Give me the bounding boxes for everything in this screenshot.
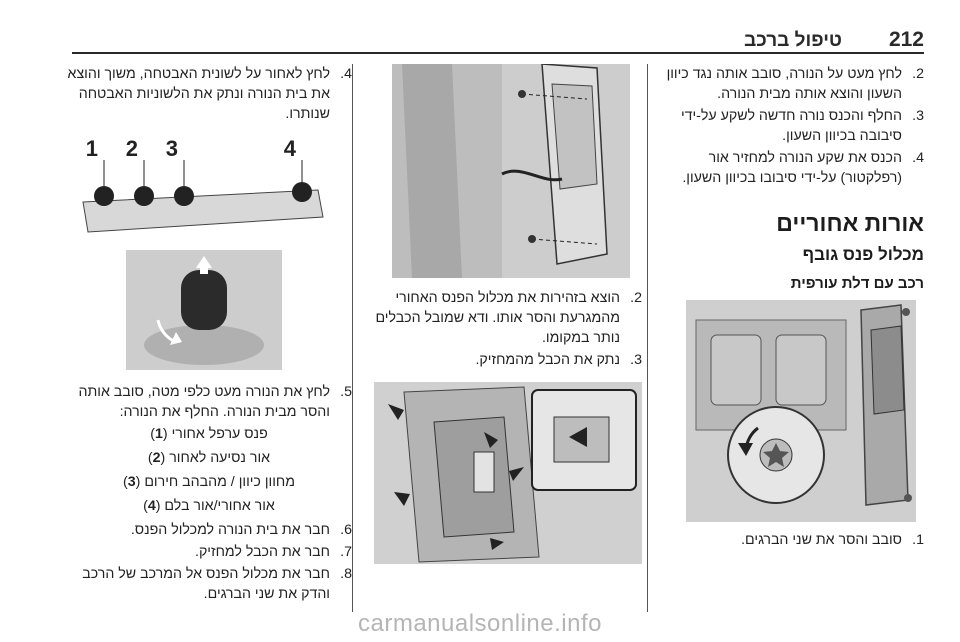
callout-3: 3 xyxy=(165,136,178,161)
step-3: .3 נתק את הכבל מהמחזיק. xyxy=(475,352,642,368)
figure-cable-holder xyxy=(374,382,642,564)
header-rule xyxy=(72,52,924,54)
heading-rear-lights: אורות אחוריים xyxy=(776,210,924,236)
figure-lamp-housing xyxy=(78,132,328,250)
callout-4: 4 xyxy=(283,136,296,161)
footer-logo[interactable]: carmanualsonline.info xyxy=(358,610,602,637)
step-4: .4 הכנס את שקע הנורה למחזיר אור (רפלקטור) על-ידי סיבובו בכיוון השעון. xyxy=(682,150,924,186)
lamp-3: מחוון כיוון / מהבהב חירום (3) xyxy=(123,474,295,490)
column-divider-1 xyxy=(647,64,648,612)
section-title: טיפול ברכב xyxy=(744,30,842,51)
lamp-removal-illustration xyxy=(392,64,630,278)
bulb-detail-illustration xyxy=(126,250,282,370)
figure-tail-lamp-screws xyxy=(686,300,916,522)
callout-2: 2 xyxy=(125,136,138,161)
lamp-1: פנס ערפל אחורי (1) xyxy=(150,426,268,442)
step-7: .7 חבר את הכבל למחזיק. xyxy=(195,544,352,560)
step-8: .8 חבר את מכלול הפנס אל המרכב של הרכב והדק את שני הברגים. xyxy=(82,566,352,602)
step-1: .1 סובב והסר את שני הברגים. xyxy=(741,532,924,548)
column-3 xyxy=(66,64,352,606)
column-2 xyxy=(374,64,642,564)
page-number: 212 xyxy=(888,28,924,51)
figure-lamp-removal xyxy=(392,64,630,278)
heading-tailgate: רכב עם דלת עורפית xyxy=(790,275,924,292)
step-2: .2 לחץ מעט על הנורה, סובב אותה נגד כיוון השעון והוצא אותה מבית הנורה. xyxy=(666,66,924,102)
column-divider-2 xyxy=(352,64,353,612)
step-4: .4 לחץ לאחור על לשונית האבטחה, משוך והוצא את בית הנורה ונתק את הלשוניות האבטחה שנותרו. xyxy=(67,66,352,122)
page-header xyxy=(72,28,924,54)
lamp-2: אור נסיעה לאחור (2) xyxy=(147,450,271,466)
step-2: .2 הוצא בזהירות את מכלול הפנס האחורי מהמגרעת והסר אותו. ודא שמובל הכבלים נותר במקומו. xyxy=(375,290,642,346)
lamp-housing-illustration xyxy=(78,132,328,250)
cable-holder-illustration xyxy=(374,382,642,564)
callout-1: 1 xyxy=(85,136,98,161)
heading-lamp-assembly: מכלול פנס גובף xyxy=(802,245,924,264)
lamp-4: אור אחורי/אור בלם (4) xyxy=(143,498,275,514)
column-1 xyxy=(654,64,924,552)
tail-lamp-screws-illustration xyxy=(686,300,916,522)
step-6: .6 חבר את בית הנורה למכלול הפנס. xyxy=(130,522,352,538)
figure-bulb-detail xyxy=(126,250,282,370)
step-3: .3 החלף והכנס נורה חדשה לשקע על-ידי סיבובה בכיוון השעון. xyxy=(680,108,924,144)
step-5: .5 לחץ את הנורה מעט כלפי מטה, סובב אותה והסר מבית הנורה. החלף את הנורה: xyxy=(78,384,352,420)
